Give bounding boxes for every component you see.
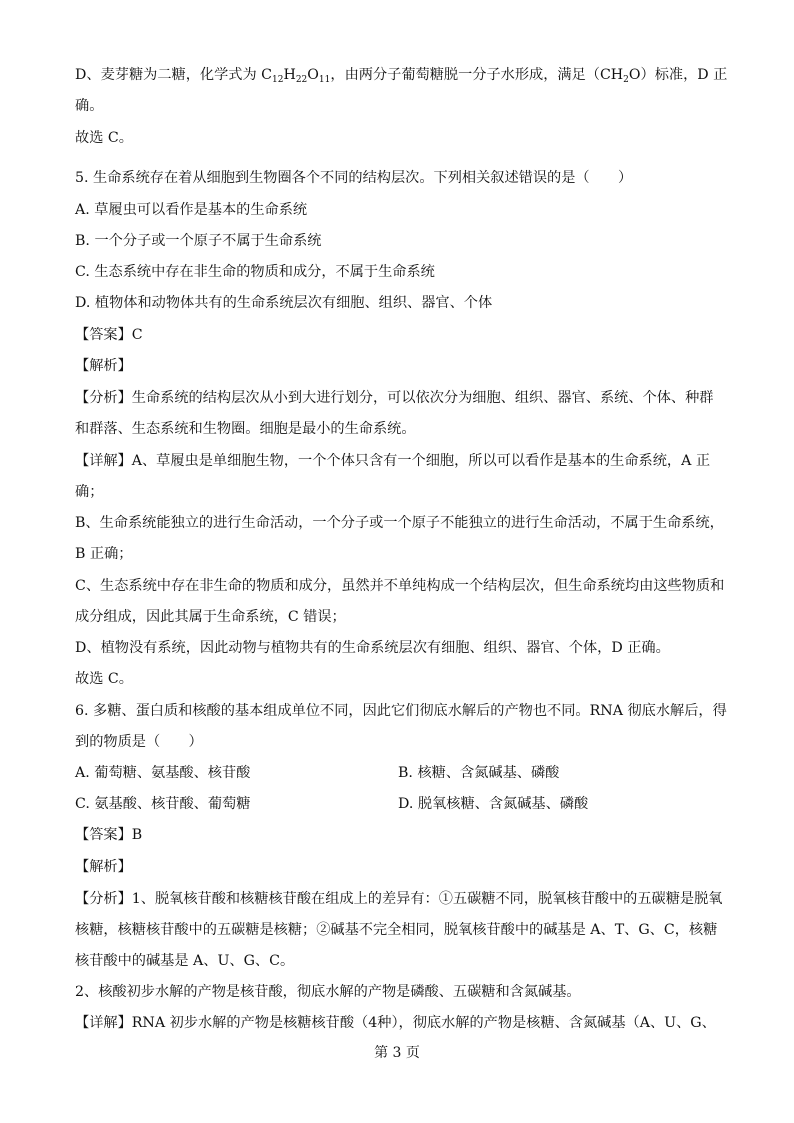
option-a: A. 草履虫可以看作是基本的生命系统: [75, 202, 308, 218]
text-line: 【详解】RNA 初步水解的产物是核糖核苷酸（4种），彻底水解的产物是核糖、含氮碱基（A、U、G、: [75, 1015, 716, 1031]
text-line: 和群落、生态系统和生物圈。细胞是最小的生命系统。: [75, 421, 416, 437]
text-line: 确。: [75, 98, 104, 114]
answer-label: 【答案】B: [75, 827, 143, 843]
option-d: D. 脱氧核糖、含氮碱基、磷酸: [398, 796, 589, 812]
text-line: D、麦芽糖为二糖，化学式为 $C_{12}H_{22}O_{11}$，由两分子葡萄糖脱一分子水形成，满足$(CH_2O)$标准，D 正: [75, 67, 728, 85]
text-line: 故选 C。: [75, 130, 133, 146]
page-number: 第 3 页: [374, 1045, 420, 1061]
option-c: C. 氨基酸、核苷酸、葡萄糖: [75, 796, 251, 812]
option-c: C. 生态系统中存在非生命的物质和成分，不属于生命系统: [75, 264, 435, 280]
text-line: 2、核酸初步水解的产物是核苷酸，彻底水解的产物是磷酸、五碳糖和含氮碱基。: [75, 984, 581, 1000]
analysis-label: 【解析】: [75, 859, 132, 875]
text-line: 【详解】A、草履虫是单细胞生物，一个个体只含有一个细胞，所以可以看作是基本的生命系统，A 正: [75, 453, 711, 469]
answer-label: 【答案】C: [75, 327, 143, 343]
text-line: 核糖，核糖核苷酸中的五碳糖是核糖；②碱基不完全相同，脱氧核苷酸中的碱基是 A、T、G、C，核糖: [75, 922, 718, 938]
text-line: B、生命系统能独立的进行生命活动，一个分子或一个原子不能独立的进行生命活动，不属于生命系统，: [75, 515, 724, 531]
text-line: 确；: [75, 484, 104, 500]
text-line: 核苷酸中的碱基是 A、U、G、C。: [75, 953, 295, 969]
text-line: D、植物没有系统，因此动物与植物共有的生命系统层次有细胞、组织、器官、个体，D 正确。: [75, 640, 670, 656]
text-line: 【分析】1、脱氧核苷酸和核糖核苷酸在组成上的差异有：①五碳糖不同，脱氧核苷酸中的五碳糖是脱氧: [75, 891, 723, 907]
text-line: C、生态系统中存在非生命的物质和成分，虽然并不单纯构成一个结构层次，但生命系统均由这些物质和: [75, 578, 725, 594]
text-line: 到的物质是（ ）: [75, 734, 203, 750]
text-line: 【分析】生命系统的结构层次从小到大进行划分，可以依次分为细胞、组织、器官、系统、个体、种群: [75, 390, 714, 406]
text-line: B 正确；: [75, 546, 133, 562]
option-b: B. 核糖、含氮碱基、磷酸: [398, 765, 560, 781]
text-line: 故选 C。: [75, 671, 133, 687]
text-line: 成分组成，因此其属于生命系统，C 错误；: [75, 609, 346, 625]
option-a: A. 葡萄糖、氨基酸、核苷酸: [75, 765, 251, 781]
analysis-label: 【解析】: [75, 358, 132, 374]
option-b: B. 一个分子或一个原子不属于生命系统: [75, 233, 322, 249]
question-stem: 6. 多糖、蛋白质和核酸的基本组成单位不同，因此它们彻底水解后的产物也不同。RNA 彻底水解后，得: [75, 703, 727, 719]
question-stem: 5. 生命系统存在着从细胞到生物圈各个不同的结构层次。下列相关叙述错误的是（ ）: [75, 170, 633, 186]
option-d: D. 植物体和动物体共有的生命系统层次有细胞、组织、器官、个体: [75, 295, 493, 311]
